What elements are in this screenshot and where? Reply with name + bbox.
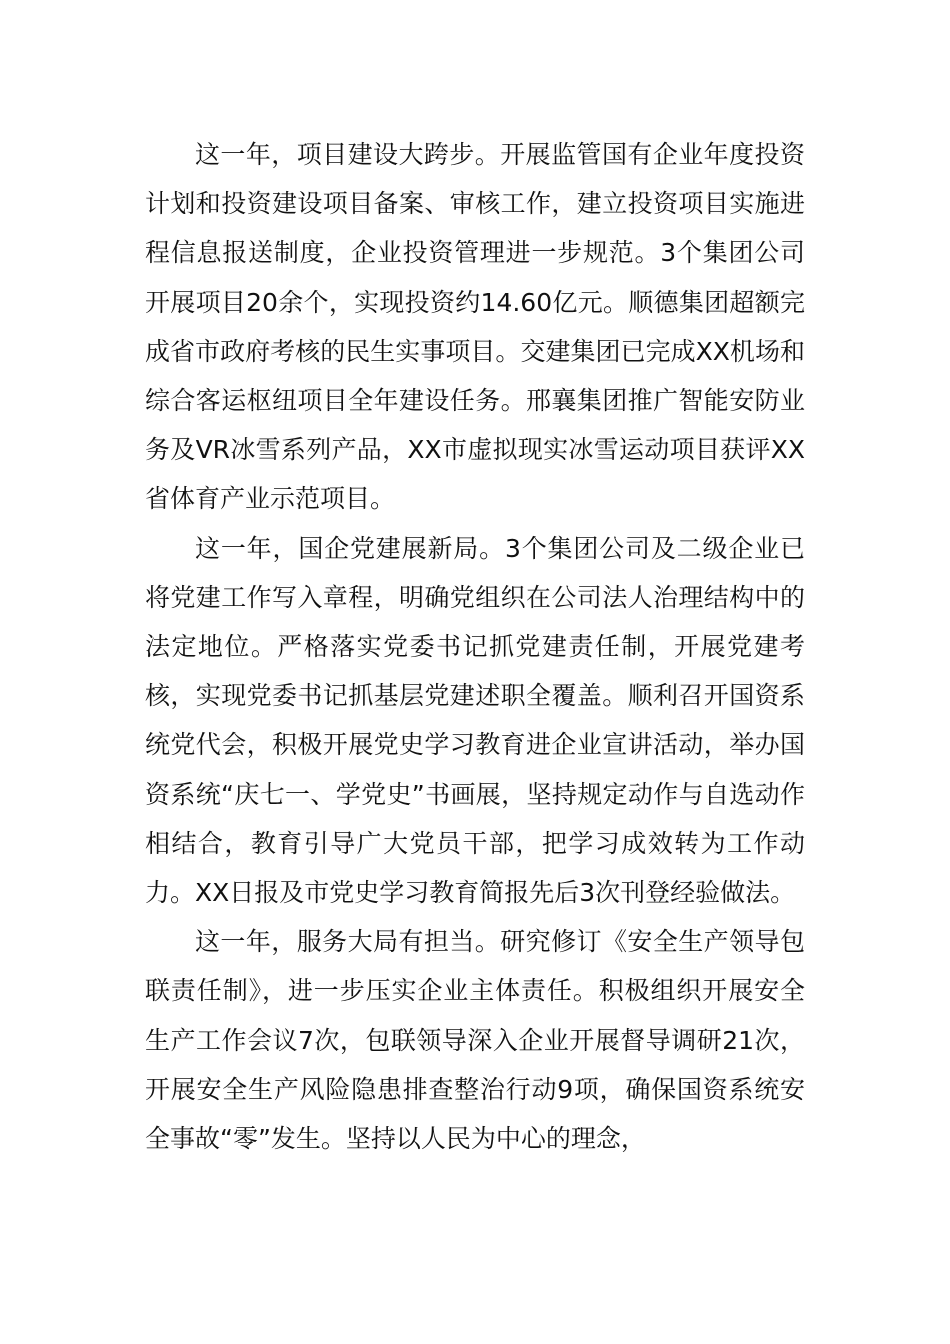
- paragraph-serving-overall-situation: 这一年，服务大局有担当。研究修订《安全生产领导包联责任制》，进一步压实企业主体责任。积极组织开展安全生产工作会议7次，包联领导深入企业开展督导调研21次，开展安全生产风险隐患排查整治行动9项，确保国资系统安全事故“零”发生。坚持以人民为中心的理念，: [145, 927, 805, 1154]
- paragraph-party-building: 这一年，国企党建展新局。3个集团公司及二级企业已将党建工作写入章程，明确党组织在公司法人治理结构中的法定地位。严格落实党委书记抓党建责任制，开展党建考核，实现党委书记抓基层党建述职全覆盖。顺利召开国资系统党代会，积极开展党史学习教育进企业宣讲活动，举办国资系统“庆七一、学党史”书画展，坚持规定动作与自选动作相结合，教育引导广大党员干部，把学习成效转为工作动力。XX日报及市党史学习教育简报先后3次刊登经验做法。: [145, 533, 805, 908]
- document-body: [145, 130, 805, 1163]
- paragraph-project-construction: 这一年，项目建设大跨步。开展监管国有企业年度投资计划和投资建设项目备案、审核工作，建立投资项目实施进程信息报送制度，企业投资管理进一步规范。3个集团公司开展项目20余个，实现投资约14.60亿元。顺德集团超额完成省市政府考核的民生实事项目。交建集团已完成XX机场和综合客运枢纽项目全年建设任务。邢襄集团推广智能安防业务及VR冰雪系列产品，XX市虚拟现实冰雪运动项目获评XX省体育产业示范项目。: [145, 140, 805, 514]
